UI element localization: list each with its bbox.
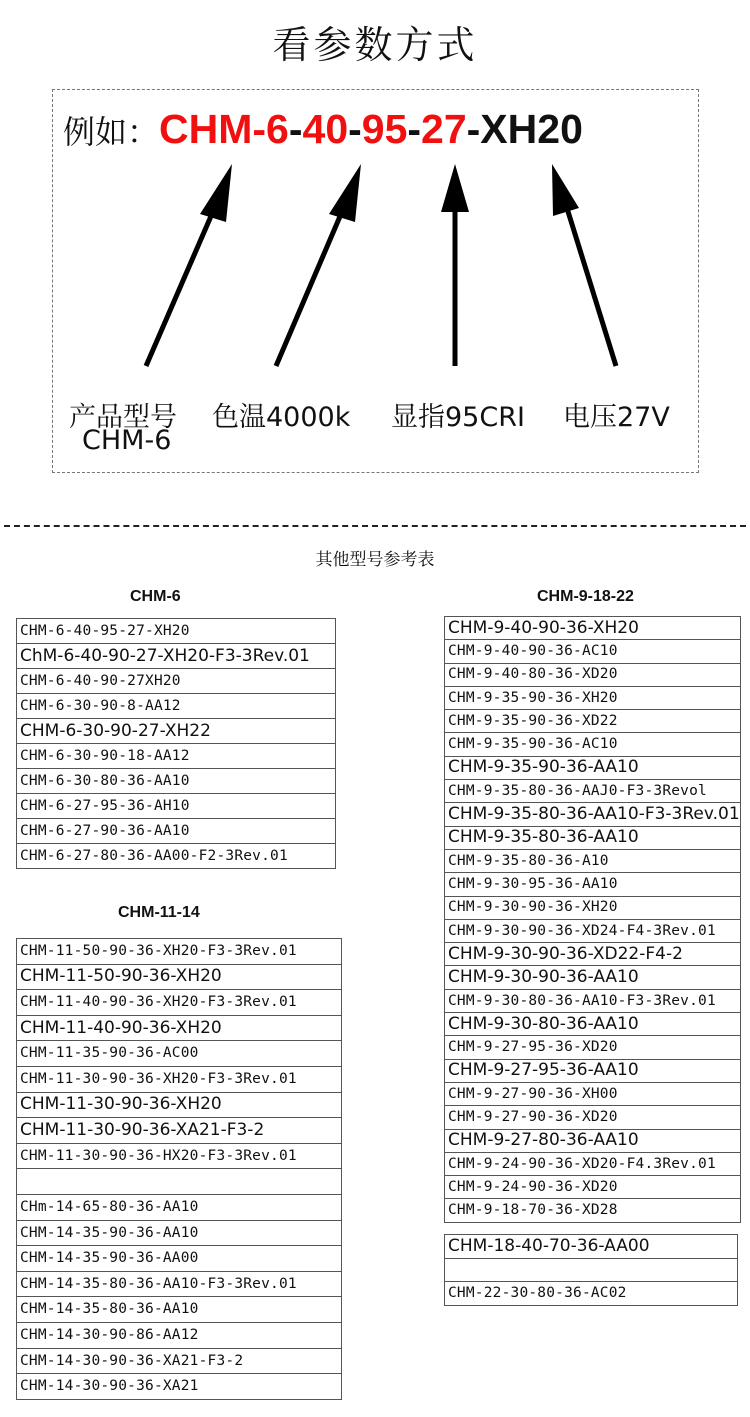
table-cell: CHM-9-24-90-36-XD20-F4.3Rev.01 xyxy=(445,1152,741,1175)
table-cell: CHM-9-35-90-36-XH20 xyxy=(445,686,741,709)
table-cell: CHM-6-30-90-27-XH22 xyxy=(17,719,336,744)
table-chm-18-22 xyxy=(444,1234,738,1306)
table-cell: CHM-14-30-90-86-AA12 xyxy=(17,1322,342,1348)
table-cell: CHm-14-65-80-36-AA10 xyxy=(17,1194,342,1220)
table-cell: CHM-18-40-70-36-AA00 xyxy=(445,1235,738,1259)
table-cell: CHM-9-18-70-36-XD28 xyxy=(445,1199,741,1222)
code-suffix: -XH20 xyxy=(466,106,583,152)
table-cell: CHM-9-35-90-36-XD22 xyxy=(445,710,741,733)
table-chm-6 xyxy=(16,618,336,869)
table-cell: CHM-9-30-80-36-AA10-F3-3Rev.01 xyxy=(445,989,741,1012)
table-cell: CHM-14-35-80-36-AA10 xyxy=(17,1297,342,1323)
table-cell: CHM-9-35-90-36-AA10 xyxy=(445,756,741,779)
table-cell: CHM-6-30-90-18-AA12 xyxy=(17,744,336,769)
table-cell: CHM-14-30-90-36-XA21-F3-2 xyxy=(17,1348,342,1374)
table-cell: CHM-11-35-90-36-AC00 xyxy=(17,1041,342,1067)
arrow-model xyxy=(146,200,218,366)
table-cell-empty xyxy=(17,1169,342,1195)
table-cell: CHM-9-30-95-36-AA10 xyxy=(445,873,741,896)
code-separator: - xyxy=(288,106,303,152)
arrow-cct xyxy=(276,200,347,366)
code-separator: - xyxy=(407,106,422,152)
code-series: CHM- xyxy=(159,106,267,152)
arrow-model-head xyxy=(200,164,232,222)
table-cell: CHM-14-35-80-36-AA10-F3-3Rev.01 xyxy=(17,1271,342,1297)
table-cell: CHM-11-40-90-36-XH20 xyxy=(17,1015,342,1041)
table-cell: CHM-6-30-90-8-AA12 xyxy=(17,694,336,719)
table-cell: CHM-9-27-80-36-AA10 xyxy=(445,1129,741,1152)
reference-title: 其他型号参考表 xyxy=(315,550,435,570)
table-cell: CHM-9-40-90-36-XH20 xyxy=(445,617,741,640)
code-voltage: 27 xyxy=(421,106,467,152)
section-divider xyxy=(4,525,746,527)
table-cell: CHM-9-27-90-36-XD20 xyxy=(445,1106,741,1129)
label-model-code: CHM-6 xyxy=(82,425,172,456)
table-cell: CHM-9-30-90-36-XD22-F4-2 xyxy=(445,943,741,966)
table-cell: CHM-9-30-80-36-AA10 xyxy=(445,1013,741,1036)
table-cell: CHM-9-35-80-36-AA10-F3-3Rev.01 xyxy=(445,803,741,826)
table-cell: CHM-6-27-95-36-AH10 xyxy=(17,794,336,819)
table-cell: CHM-6-40-90-27XH20 xyxy=(17,669,336,694)
example-prefix: 例如： xyxy=(63,113,160,151)
code-model: 6 xyxy=(266,106,289,152)
heading-chm-6: CHM-6 xyxy=(130,588,181,605)
table-cell: CHM-9-30-90-36-XH20 xyxy=(445,896,741,919)
heading-chm-9-18-22: CHM-9-18-22 xyxy=(537,588,634,605)
code-separator: - xyxy=(348,106,362,152)
label-cri: 显指95CRI xyxy=(391,402,525,433)
table-cell: CHM-9-24-90-36-XD20 xyxy=(445,1176,741,1199)
table-cell: CHM-9-35-80-36-AAJ0-F3-3Revol xyxy=(445,780,741,803)
table-cell: CHM-9-35-90-36-AC10 xyxy=(445,733,741,756)
table-cell: CHM-9-27-95-36-XD20 xyxy=(445,1036,741,1059)
arrow-voltage-head xyxy=(552,164,579,216)
table-cell: CHM-14-35-90-36-AA10 xyxy=(17,1220,342,1246)
table-chm-11-14 xyxy=(16,938,342,1400)
table-cell: CHM-9-27-95-36-AA10 xyxy=(445,1059,741,1082)
table-cell: CHM-22-30-80-36-AC02 xyxy=(445,1282,738,1306)
table-cell: CHM-14-30-90-36-XA21 xyxy=(17,1374,342,1400)
label-voltage: 电压27V xyxy=(563,402,670,433)
table-cell: CHM-11-30-90-36-XH20-F3-3Rev.01 xyxy=(17,1066,342,1092)
table-cell: CHM-9-30-90-36-XD24-F4-3Rev.01 xyxy=(445,919,741,942)
label-model: 产品型号 xyxy=(69,402,177,433)
table-cell: CHM-6-27-80-36-AA00-F2-3Rev.01 xyxy=(17,844,336,869)
page-title: 看参数方式 xyxy=(272,23,478,67)
arrow-voltage xyxy=(566,205,616,366)
table-chm-9-18-22 xyxy=(444,616,741,1223)
label-cct: 色温4000k xyxy=(212,402,351,433)
heading-chm-11-14: CHM-11-14 xyxy=(118,904,200,921)
table-cell: CHM-11-30-90-36-XA21-F3-2 xyxy=(17,1118,342,1144)
table-cell: CHM-9-40-90-36-AC10 xyxy=(445,640,741,663)
table-cell: CHM-9-40-80-36-XD20 xyxy=(445,663,741,686)
table-cell: CHM-9-30-90-36-AA10 xyxy=(445,966,741,989)
table-cell: CHM-14-35-90-36-AA00 xyxy=(17,1246,342,1272)
arrow-cri-head xyxy=(441,164,469,212)
table-cell: CHM-11-30-90-36-XH20 xyxy=(17,1092,342,1118)
table-cell: CHM-6-27-90-36-AA10 xyxy=(17,819,336,844)
table-cell: CHM-9-27-90-36-XH00 xyxy=(445,1082,741,1105)
table-cell: CHM-11-50-90-36-XH20 xyxy=(17,964,342,990)
table-cell: CHM-6-40-95-27-XH20 xyxy=(17,619,336,644)
table-cell: CHM-11-30-90-36-HX20-F3-3Rev.01 xyxy=(17,1143,342,1169)
table-cell: CHM-9-35-80-36-A10 xyxy=(445,849,741,872)
table-cell-empty xyxy=(445,1258,738,1282)
code-cct: 40 xyxy=(302,106,349,152)
table-cell: CHM-11-50-90-36-XH20-F3-3Rev.01 xyxy=(17,939,342,965)
table-cell: ChM-6-40-90-27-XH20-F3-3Rev.01 xyxy=(17,644,336,669)
table-cell: CHM-11-40-90-36-XH20-F3-3Rev.01 xyxy=(17,990,342,1016)
table-cell: CHM-6-30-80-36-AA10 xyxy=(17,769,336,794)
table-cell: CHM-9-35-80-36-AA10 xyxy=(445,826,741,849)
arrow-cct-head xyxy=(329,164,361,222)
code-cri: 95 xyxy=(361,106,408,152)
